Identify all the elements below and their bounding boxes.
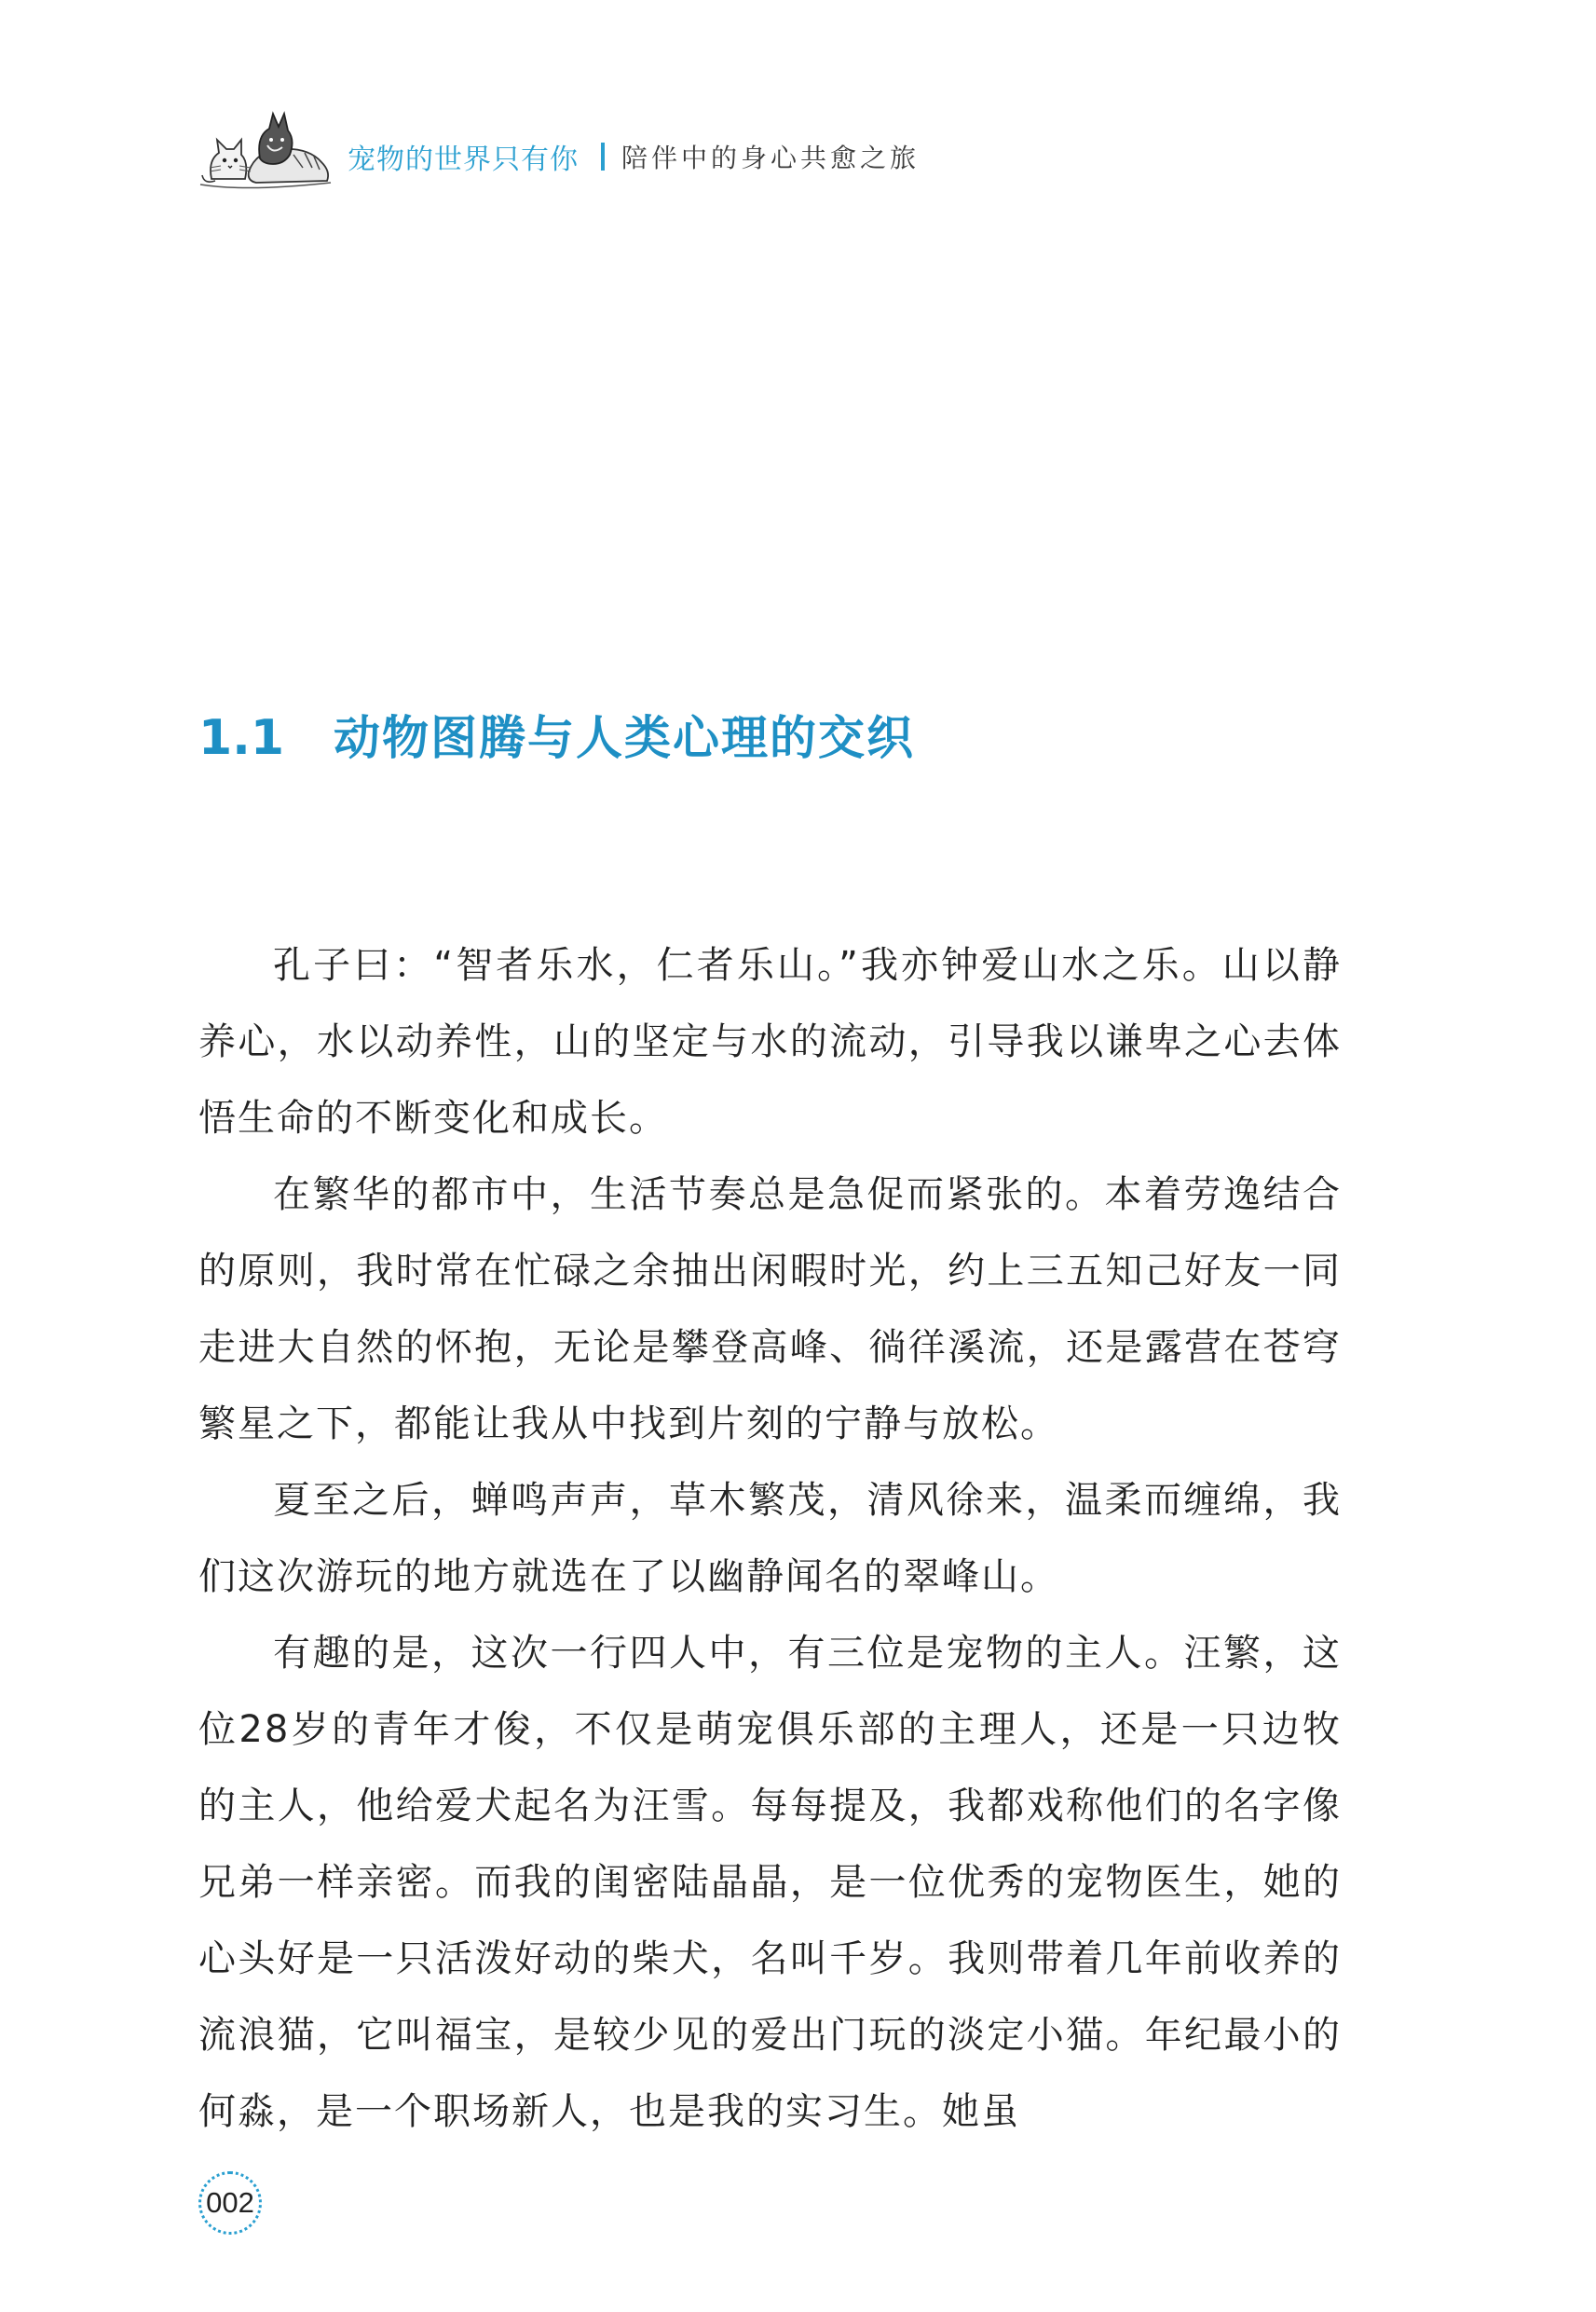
header-divider	[601, 143, 605, 171]
page-number-text: 002	[206, 2186, 254, 2219]
paragraph: 孔子曰：“智者乐水，仁者乐山。”我亦钟爱山水之乐。山以静养心，水以动养性，山的坚定与水的流动，引导我以谦卑之心去体悟生命的不断变化和成长。	[198, 944, 1342, 1140]
paragraph: 夏至之后，蝉鸣声声，草木繁茂，清风徐来，温柔而缠绵，我们这次游玩的地方就选在了以幽静闻名的翠峰山。	[198, 1479, 1342, 1598]
section-title: 动物图腾与人类心理的交织	[334, 711, 915, 765]
section-heading	[198, 701, 915, 768]
page-number	[198, 2171, 262, 2235]
body-text	[198, 927, 1342, 2150]
paragraph: 有趣的是，这次一行四人中，有三位是宠物的主人。汪繁，这位28岁的青年才俊，不仅是萌宠俱乐部的主理人，还是一只边牧的主人，他给爱犬起名为汪雪。每每提及，我都戏称他们的名字像兄弟一样亲密。而我的闺密陆晶晶，是一位优秀的宠物医生，她的心头好是一只活泼好动的柴犬，名叫千岁。我则带着几年前收养的流浪猫，它叫福宝，是较少见的爱出门玩的淡定小猫。年纪最小的何淼，是一个职场新人，也是我的实习生。她虽	[198, 1632, 1342, 2133]
paragraph: 在繁华的都市中，生活节奏总是急促而紧张的。本着劳逸结合的原则，我时常在忙碌之余抽出闲暇时光，约上三五知己好友一同走进大自然的怀抱，无论是攀登高峰、徜徉溪流，还是露营在苍穹繁星之下，都能让我从中找到片刻的宁静与放松。	[198, 1173, 1342, 1445]
cat-and-dog-illustration-icon	[191, 103, 340, 205]
running-header	[191, 93, 920, 214]
section-number: 1.1	[198, 710, 285, 766]
book-title: 宠物的世界只有你	[348, 144, 579, 176]
book-subtitle: 陪伴中的身心共愈之旅	[621, 143, 921, 173]
